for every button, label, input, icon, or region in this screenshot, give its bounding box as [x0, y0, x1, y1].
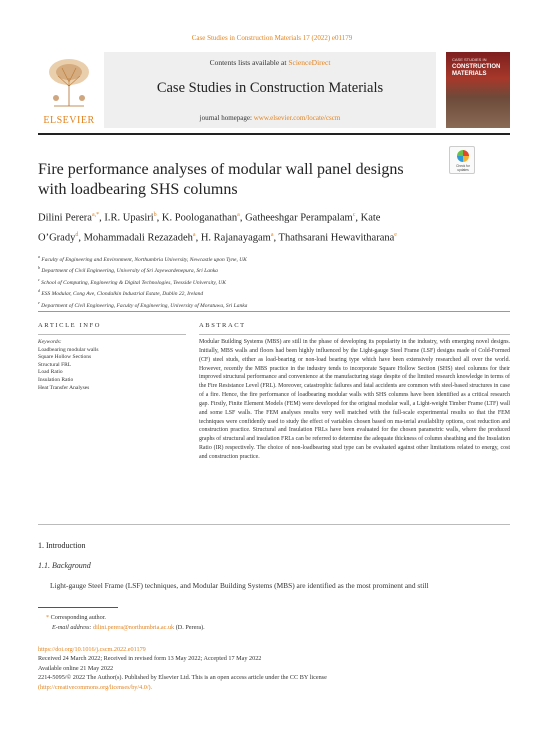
author-separator: , — [156, 212, 162, 224]
affiliation-text: Department of Civil Engineering, University of Sri Jayewardenepura, Sri Lanka — [41, 268, 218, 275]
elsevier-logo — [38, 52, 100, 128]
abstract-rule — [199, 334, 510, 335]
author-name[interactable]: Dilini Perera — [38, 212, 92, 224]
abstract-text: Modular Building Systems (MBS) are still in the phase of developing its popularity in the industry, with emerging novel designs. Initially, MBS walls and floors had been highly influenced by the Light-gauge Steel Frame (LSF) designs made of Cold-Formed (CF) steel studs, either as load-bearing or non-load bearing type which have been extensively researched all over the world. However, recently the MBS practice in the industry tends to incorporate Square Hollow Section (SHS) steel columns for their improved structural performance and convenience at the manufacturing stage despite of the limited research knowledge in terms of the Fire Resistance Level (FRL). Moreover, catastrophic failures and fatal accidents are common with steel-based structures in case of a fire. Hence, the fire performance of loadbearing modular walls with SHS columns have been identified as a critical research gap. Firstly, Finite Element Models (FEM) were developed for the original modular wall, a Light-weight Timber Frame (LTF) wall and some LSF walls. The FEM analyses results very well matched with the full-scale experimental results so that the FEM techniques were confidently used to study the effect of variables chosen based on ma-terial availability options, cost reduction and construction practice. Structural and Insulation FRLs have been evaluated for the chosen parametric walls, where the produced graphs of structural and insulation FRLs can be referred to determine the adequate thickness of column sheathing and the Insulation Ratio (IR) respectively. The choice of non-loadbearing stud type can be evaluated against other limitations related to energy, cost and construction practice. — [199, 339, 510, 460]
affiliation-list — [38, 253, 498, 310]
corresponding-author-text: Corresponding author. — [50, 614, 106, 621]
check-updates-line-2: updates — [457, 168, 469, 172]
abstract-end-rule — [38, 524, 510, 525]
keyword-item: Heat Transfer Analyses — [38, 384, 90, 391]
elsevier-tree-icon — [44, 56, 94, 108]
journal-cover-image — [446, 52, 510, 128]
section-heading: 1. Introduction — [38, 541, 86, 550]
keywords-list — [38, 347, 186, 393]
author-separator: , — [355, 212, 361, 224]
affiliation-key: e — [38, 299, 40, 305]
keyword-item: Insulation Ratio — [38, 376, 74, 383]
keywords-block — [38, 339, 186, 392]
author-affiliation-marker[interactable]: a — [192, 231, 196, 238]
affiliation-key: c — [38, 276, 40, 282]
section-divider — [38, 311, 510, 312]
elsevier-wordmark: ELSEVIER — [43, 115, 95, 126]
email-suffix: (D. Perera). — [174, 624, 205, 631]
author-affiliation-marker[interactable]: b — [153, 212, 157, 218]
check-updates-icon — [457, 150, 469, 162]
license-text: 2214-5095/© 2022 The Author(s). Published by Elsevier Ltd. This is an open access article under the CC BY license — [38, 674, 327, 682]
journal-title: Case Studies in Construction Materials — [156, 80, 384, 96]
check-updates-label — [450, 164, 476, 172]
affiliation-key: b — [38, 265, 40, 271]
affiliation-text: Faculty of Engineering and Environment, Northumbria University, Newcastle upon Tyne, UK — [41, 256, 247, 263]
affiliation-text: Department of Civil Engineering, Faculty of Engineering, University of Moratuwa, Sri Lanka — [41, 302, 248, 309]
masthead-rule — [38, 133, 510, 135]
affiliation-text: School of Computing, Engineering & Digital Technologies, Teesside University, UK — [41, 279, 226, 286]
email-label: E-mail address: — [52, 624, 94, 631]
intro-paragraph: Light-gauge Steel Frame (LSF) techniques, and Modular Building Systems (MBS) are identified as the most prominent and still — [50, 581, 429, 590]
author-name[interactable]: Thathsarani Hewavitharana — [278, 232, 395, 243]
author-name[interactable]: Kate O’Grady — [38, 212, 381, 243]
cover-line-1: CASE STUDIES IN — [452, 57, 487, 62]
doi-link[interactable]: https://doi.org/10.1016/j.cscm.2022.e01179 — [38, 646, 146, 653]
homepage-link[interactable]: www.elsevier.com/locate/cscm — [253, 114, 341, 122]
affiliation-item — [38, 276, 498, 287]
subsection-heading: 1.1. Background — [38, 561, 91, 570]
author-separator: , — [273, 232, 279, 243]
author-name[interactable]: I.R. Upasiri — [104, 212, 154, 224]
affiliation-text: ESS Modular, Cong Ave, Clondalkin Industrial Estate, Dublin 22, Ireland — [41, 291, 204, 298]
keyword-item: Square Hollow Sections — [38, 354, 92, 361]
journal-reference[interactable]: Case Studies in Construction Materials 17 (2022) e01179 — [191, 34, 353, 42]
contents-line — [104, 58, 436, 67]
sciencedirect-link[interactable]: ScienceDirect — [288, 58, 331, 67]
author-separator: , — [78, 232, 84, 243]
author-name[interactable]: Gatheeshgar Perampalam — [245, 212, 353, 224]
email-note — [52, 624, 205, 631]
keyword-item: Structural FRL — [38, 361, 72, 368]
author-affiliation-marker[interactable]: a,* — [91, 212, 100, 218]
footnote-asterisk: * — [46, 614, 50, 621]
author-separator: , — [99, 212, 105, 224]
author-name[interactable]: H. Rajanayagam — [200, 232, 271, 243]
journal-masthead — [38, 52, 510, 128]
masthead-center — [104, 52, 436, 128]
article-info-rule — [38, 334, 186, 335]
author-affiliation-marker[interactable]: d — [75, 231, 79, 238]
check-updates-line-1: Check for — [456, 164, 470, 168]
author-affiliation-marker[interactable]: a — [270, 231, 274, 238]
affiliation-item — [38, 299, 498, 310]
abstract-heading: ABSTRACT — [199, 322, 246, 329]
available-online: Available online 21 May 2022 — [38, 664, 114, 672]
keyword-item: Load Ratio — [38, 369, 63, 376]
cover-line-2: CONSTRUCTION — [452, 64, 501, 70]
keyword-item: Loadbearing modular walls — [38, 346, 99, 353]
author-name[interactable]: K. Poologanathan — [161, 212, 238, 224]
article-title: Fire performance analyses of modular wall panel designs with loadbearing SHS columns — [38, 161, 404, 198]
affiliation-item — [38, 253, 498, 264]
author-name[interactable]: Mohammadali Rezazadeh — [83, 232, 193, 243]
article-metadata — [38, 645, 510, 692]
affiliation-item — [38, 287, 498, 298]
author-separator: , — [239, 212, 246, 224]
author-separator: , — [195, 232, 201, 243]
author-email-link[interactable]: dilini.perera@northumbria.ac.uk — [93, 624, 175, 631]
affiliation-key: d — [38, 288, 40, 294]
author-affiliation-marker[interactable]: e — [394, 231, 397, 238]
keywords-label: Keywords: — [38, 339, 62, 345]
affiliation-key: a — [38, 254, 40, 259]
author-list — [38, 207, 418, 246]
received-dates: Received 24 March 2022; Received in revised form 13 May 2022; Accepted 17 May 2022 — [38, 655, 262, 663]
author-affiliation-marker[interactable]: c — [352, 212, 356, 218]
contents-prefix: Contents lists available at — [209, 58, 289, 67]
license-link[interactable]: (http://creativecommons.org/licenses/by/4.0/). — [38, 683, 153, 691]
corresponding-author-note — [46, 614, 106, 621]
check-for-updates-button[interactable] — [449, 146, 475, 174]
cover-line-3: MATERIALS — [452, 71, 487, 77]
affiliation-item — [38, 264, 498, 275]
homepage-prefix: journal homepage: — [199, 114, 254, 122]
homepage-line — [104, 114, 436, 122]
footnote-rule — [38, 607, 118, 608]
author-affiliation-marker[interactable]: a — [237, 212, 240, 218]
article-info-heading: ARTICLE INFO — [38, 322, 102, 329]
